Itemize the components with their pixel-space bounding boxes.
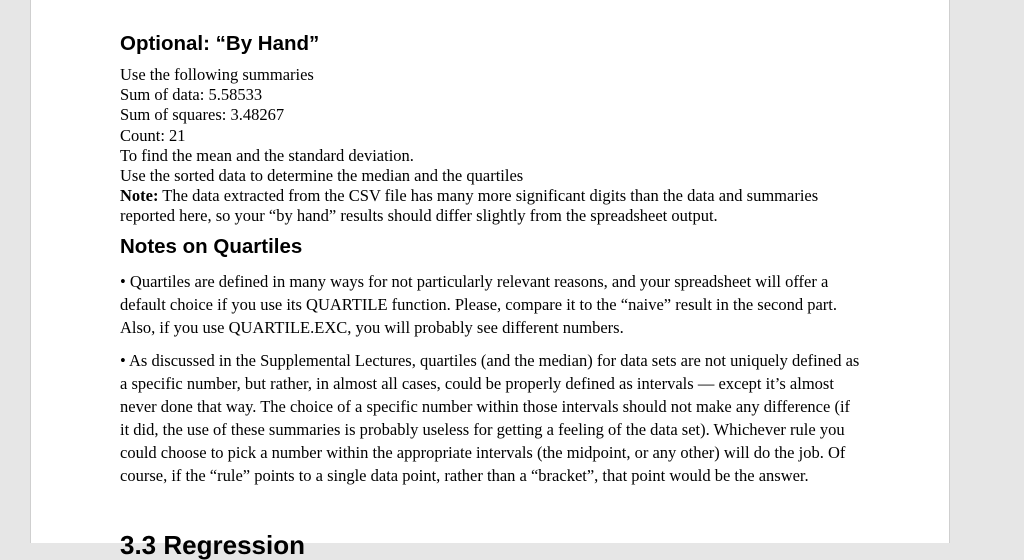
heading-by-hand: Optional: “By Hand” <box>120 32 320 55</box>
summaries-block <box>120 65 865 227</box>
quartiles-paragraph-2: • As discussed in the Supplemental Lectures, quartiles (and the median) for data sets are not uniquely defined as a specific number, but rather, in almost all cases, could be properly defined as intervals — except it’s almost never done that way. The choice of a specific number within those intervals should not make any difference (if it did, the use of these summaries is probably useless for getting a feeling of the data set). Whichever rule you could choose to pick a number within the appropriate intervals (the midpoint, or any other) will do the job. Of course, if the “rule” points to a single data point, rather than a “bracket”, that point would be the answer. <box>120 351 860 485</box>
summary-line-intro: Use the following summaries <box>120 65 314 84</box>
summary-line-sum-squares: Sum of squares: 3.48267 <box>120 105 285 125</box>
note-label: Note: <box>120 186 159 206</box>
document-page <box>30 0 950 560</box>
note-paragraph <box>120 186 865 226</box>
heading-next-section: 3.3 Regression <box>120 530 305 560</box>
summary-line-sum: Sum of data: 5.58533 <box>120 85 263 105</box>
note-text: The data extracted from the CSV file has many more significant digits than the data and summaries reported here, so your “by hand” results should differ slightly from the spreadsheet output. <box>120 186 819 226</box>
quartiles-paragraph-1: • Quartiles are defined in many ways for not particularly relevant reasons, and your spreadsheet will offer a default choice if you use its QUARTILE function. Please, compare it to the “naive” result in the second part. Also, if you use QUARTILE.EXC, you will probably see different numbers. <box>120 272 837 337</box>
heading-notes-on-quartiles: Notes on Quartiles <box>120 235 303 258</box>
summary-line-mean-sd: To find the mean and the standard deviation. <box>120 145 414 165</box>
summary-line-count: Count: 21 <box>120 125 186 145</box>
summary-line-median-quartiles: Use the sorted data to determine the median and the quartiles <box>120 166 524 186</box>
